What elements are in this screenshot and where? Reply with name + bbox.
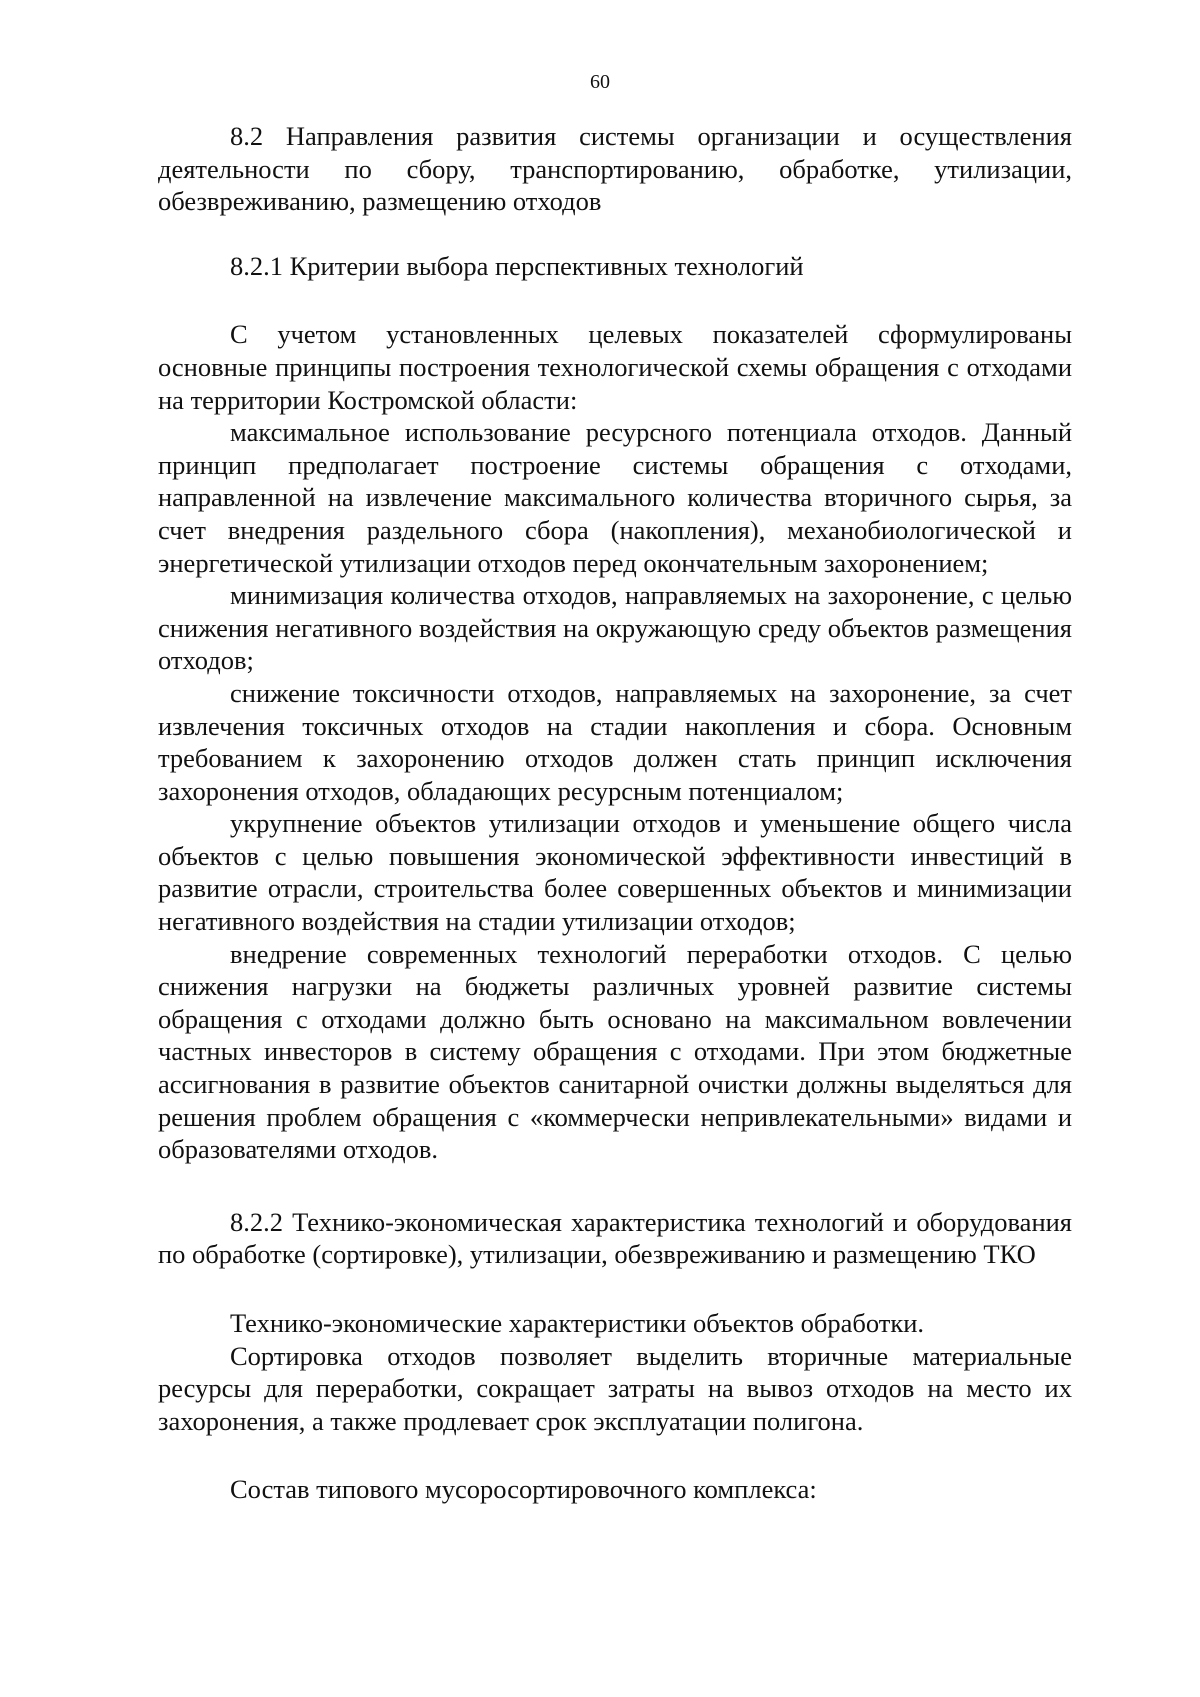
page-number: 60	[590, 71, 610, 93]
page-content	[158, 120, 1072, 1506]
complex-composition-intro: Состав типового мусоросортировочного комплекса:	[230, 1474, 817, 1505]
principle-paragraph: укрупнение объектов утилизации отходов и уменьшение общего числа объектов с целью повышения экономической эффективности инвестиций в развитие отрасли, строительства более совершенных объектов и минимизации негативного воздействия на стадии утилизации отходов;	[158, 808, 1072, 937]
principle-paragraph: снижение токсичности отходов, направляемых на захоронение, за счет извлечения токсичных отходов на стадии накопления и сбора. Основным требованием к захоронению отходов должен стать принцип исключения захоронения отходов, обладающих ресурсным потенциалом;	[158, 677, 1072, 806]
principle-paragraph: максимальное использование ресурсного потенциала отходов. Данный принцип предполагает построение системы обращения с отходами, направленной на извлечение максимального количества вторичного сырья, за счет внедрения раздельного сбора (накопления), механобиологической и энергетической утилизации отходов перед окончательным захоронением;	[158, 417, 1072, 578]
principle-paragraph: минимизация количества отходов, направляемых на захоронение, с целью снижения негативного воздействия на окружающую среду объектов размещения отходов;	[158, 580, 1072, 676]
section-8-2-2-subheading: Технико-экономические характеристики объектов обработки.	[230, 1308, 925, 1338]
principle-paragraph: внедрение современных технологий переработки отходов. С целью снижения нагрузки на бюджеты различных уровней развитие системы обращения с отходами должно быть основано на максимальном вовлечении частных инвесторов в систему обращения с отходами. При этом бюджетные ассигнования в развитие объектов санитарной очистки должны выделяться для решения проблем обращения с «коммерчески непривлекательными» видами и образователями отходов.	[158, 938, 1072, 1165]
section-8-2-1-intro: С учетом установленных целевых показателей сформулированы основные принципы построения технологической схемы обращения с отходами на территории Костромской области:	[158, 319, 1072, 415]
sorting-paragraph: Сортировка отходов позволяет выделить вторичные материальные ресурсы для переработки, сокращает затраты на вывоз отходов на место их захоронения, а также продлевает срок эксплуатации полигона.	[158, 1340, 1072, 1436]
section-8-2-2-heading: 8.2.2 Технико-экономическая характеристика технологий и оборудования по обработке (сортировке), утилизации, обезвреживанию и размещению ТКО	[158, 1206, 1072, 1270]
section-8-2-1-heading: 8.2.1 Критерии выбора перспективных технологий	[230, 250, 804, 281]
section-8-2-heading: 8.2 Направления развития системы организации и осуществления деятельности по сбору, транспортированию, обработке, утилизации, обезвреживанию, размещению отходов	[158, 121, 1072, 217]
